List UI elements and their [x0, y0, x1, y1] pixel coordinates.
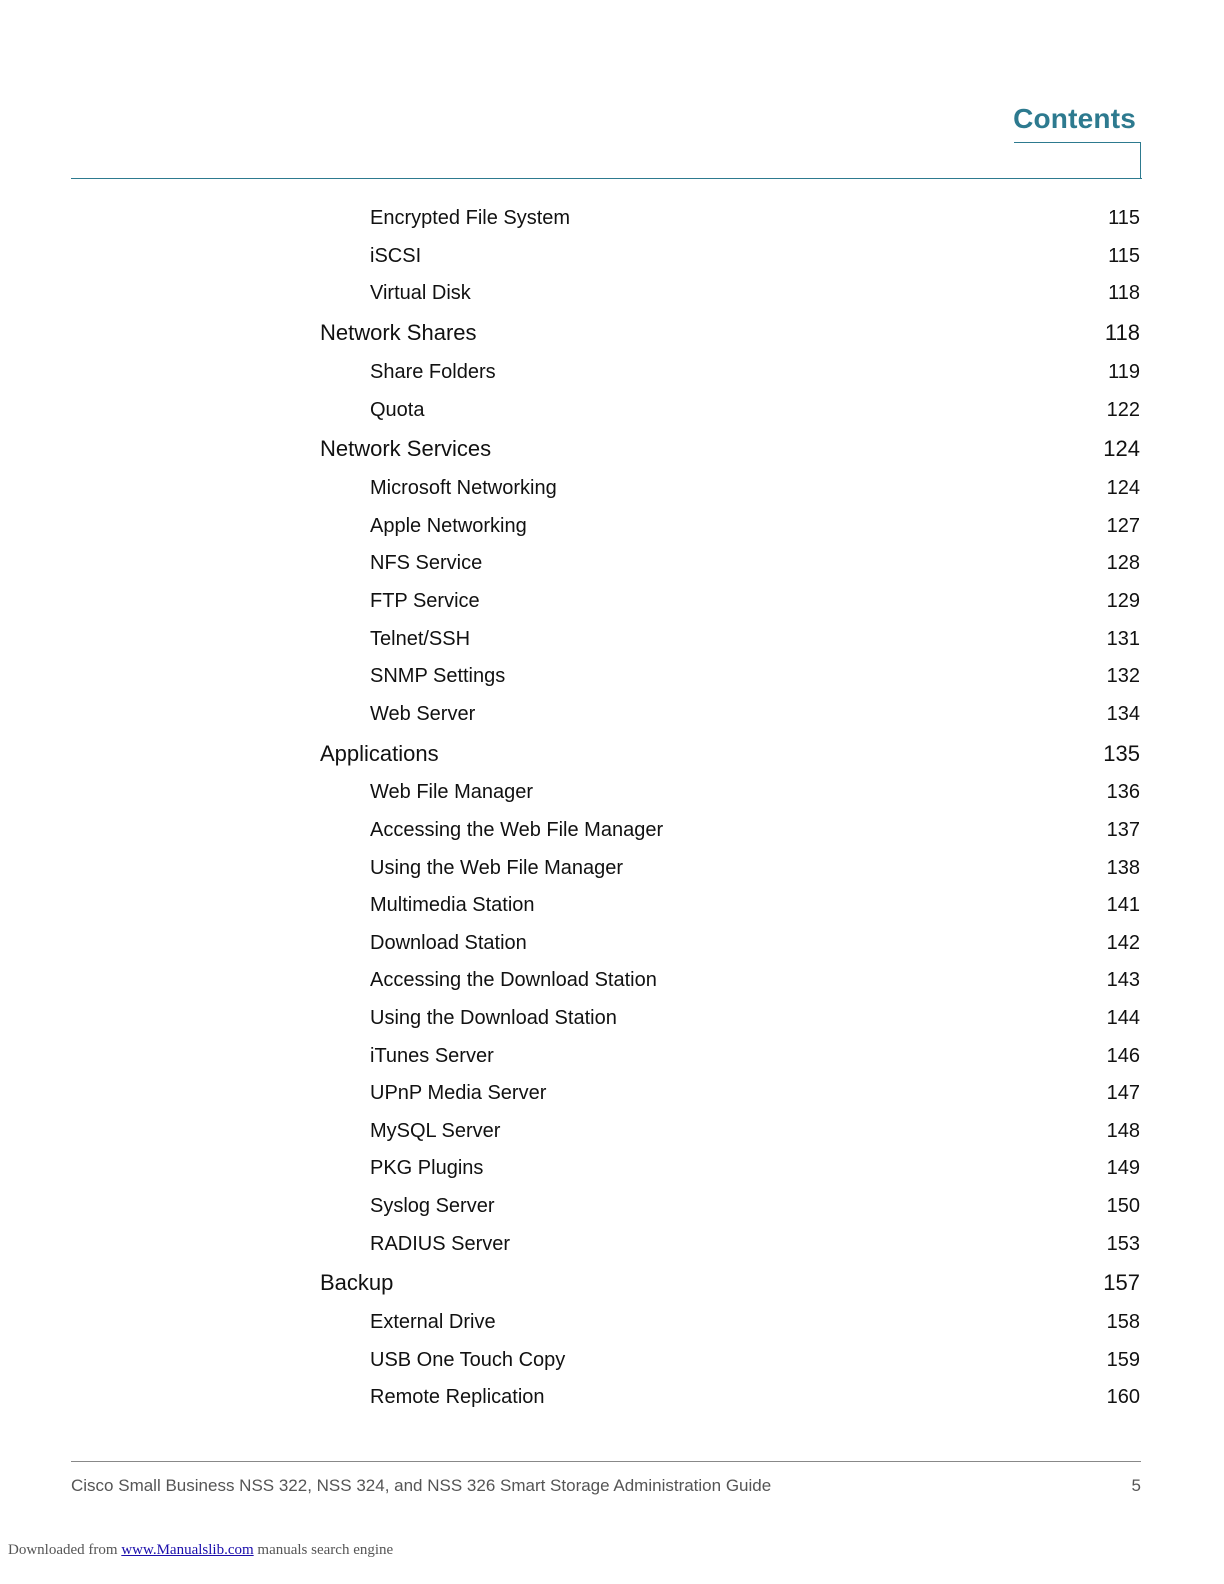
- toc-entry-page: 141: [1106, 894, 1140, 917]
- toc-entry-page: 134: [1106, 702, 1140, 725]
- toc-entry-title: Applications: [320, 740, 439, 766]
- toc-entry-title: Web Server: [370, 702, 476, 725]
- toc-entry-title: NFS Service: [370, 552, 483, 575]
- toc-entry-page: 148: [1106, 1119, 1140, 1142]
- toc-entry-title: Microsoft Networking: [370, 477, 557, 500]
- toc-entry-title: Share Folders: [370, 361, 496, 384]
- toc-entry-title: Telnet/SSH: [370, 627, 471, 650]
- toc-entry-page: 124: [1103, 436, 1140, 462]
- toc-entry-title: FTP Service: [370, 590, 480, 613]
- toc-entry[interactable]: [320, 620, 1140, 658]
- toc-entry-page: 127: [1106, 514, 1140, 537]
- toc-entry-page: 137: [1106, 819, 1140, 842]
- toc-entry-page: 131: [1106, 627, 1140, 650]
- toc-entry-title: Multimedia Station: [370, 894, 535, 917]
- toc-entry[interactable]: [320, 1341, 1140, 1379]
- toc-entry-title: Accessing the Download Station: [370, 969, 657, 992]
- toc-entry-title: Quota: [370, 398, 425, 421]
- toc-entry-page: 146: [1106, 1044, 1140, 1067]
- toc-entry-page: 115: [1108, 244, 1140, 267]
- toc-entry-page: 147: [1106, 1082, 1140, 1105]
- toc-section[interactable]: [320, 733, 1140, 774]
- toc-entry-title: UPnP Media Server: [370, 1082, 547, 1105]
- toc-entry[interactable]: [320, 1225, 1140, 1263]
- toc-entry-page: 142: [1106, 931, 1140, 954]
- toc-entry-title: PKG Plugins: [370, 1157, 484, 1180]
- toc-entry-title: USB One Touch Copy: [370, 1348, 566, 1371]
- toc-entry[interactable]: [320, 887, 1140, 925]
- toc-entry[interactable]: [320, 1112, 1140, 1150]
- toc-entry[interactable]: [320, 1075, 1140, 1113]
- toc-entry-title: Web File Manager: [370, 781, 534, 804]
- toc-entry[interactable]: [320, 275, 1140, 313]
- toc-entry[interactable]: [320, 200, 1140, 238]
- toc-entry[interactable]: [320, 1037, 1140, 1075]
- toc-entry[interactable]: [320, 925, 1140, 963]
- toc-entry[interactable]: [320, 962, 1140, 1000]
- toc-entry-title: Apple Networking: [370, 514, 527, 537]
- toc-entry[interactable]: [320, 391, 1140, 429]
- toc-entry-title: Remote Replication: [370, 1386, 545, 1409]
- toc-entry[interactable]: [320, 1000, 1140, 1038]
- toc-entry-page: 122: [1106, 398, 1140, 421]
- toc-entry[interactable]: [320, 812, 1140, 850]
- page-title: Contents: [1013, 103, 1136, 134]
- toc-entry[interactable]: [320, 849, 1140, 887]
- toc-entry-title: SNMP Settings: [370, 665, 506, 688]
- download-note: [8, 1542, 393, 1559]
- toc-entry[interactable]: [320, 696, 1140, 734]
- toc-entry-page: 138: [1106, 856, 1140, 879]
- toc-entry[interactable]: [320, 1379, 1140, 1417]
- toc-entry-page: 135: [1103, 740, 1140, 766]
- toc-entry-page: 144: [1106, 1006, 1140, 1029]
- toc-entry[interactable]: [320, 1150, 1140, 1188]
- toc-entry-page: 115: [1108, 207, 1140, 230]
- toc-entry-page: 119: [1108, 361, 1140, 384]
- toc-entry[interactable]: [320, 1188, 1140, 1226]
- toc-entry-title: Using the Web File Manager: [370, 856, 624, 879]
- toc-entry-title: MySQL Server: [370, 1119, 501, 1142]
- toc-entry-title: Encrypted File System: [370, 207, 571, 230]
- toc-entry[interactable]: [320, 238, 1140, 276]
- toc-entry-page: 149: [1106, 1157, 1140, 1180]
- toc-entry-title: Network Shares: [320, 320, 477, 346]
- toc-entry-title: iSCSI: [370, 244, 422, 267]
- toc-section[interactable]: [320, 313, 1140, 354]
- toc-entry-page: 132: [1106, 665, 1140, 688]
- toc-entry[interactable]: [320, 545, 1140, 583]
- download-note-prefix: Downloaded from: [8, 1542, 122, 1558]
- toc-entry-page: 136: [1106, 781, 1140, 804]
- toc-entry[interactable]: [320, 774, 1140, 812]
- toc-entry-page: 158: [1106, 1311, 1140, 1334]
- toc-entry-page: 128: [1106, 552, 1140, 575]
- toc-entry-page: 153: [1106, 1232, 1140, 1255]
- table-of-contents: [320, 200, 1140, 1417]
- footer-page-number: 5: [1131, 1476, 1141, 1495]
- toc-entry-page: 118: [1104, 320, 1140, 346]
- toc-entry[interactable]: [320, 658, 1140, 696]
- toc-section[interactable]: [320, 1263, 1140, 1304]
- toc-entry-page: 143: [1106, 969, 1140, 992]
- footer-divider: [71, 1461, 1141, 1462]
- toc-entry-title: Using the Download Station: [370, 1006, 617, 1029]
- toc-entry[interactable]: [320, 508, 1140, 546]
- toc-entry[interactable]: [320, 470, 1140, 508]
- toc-entry-page: 129: [1106, 590, 1140, 613]
- toc-entry-title: iTunes Server: [370, 1044, 494, 1067]
- toc-entry[interactable]: [320, 583, 1140, 621]
- toc-entry-title: Syslog Server: [370, 1194, 495, 1217]
- footer-guide-title: Cisco Small Business NSS 322, NSS 324, and NSS 326 Smart Storage Administration Guide: [71, 1476, 772, 1495]
- manualslib-link[interactable]: www.Manualslib.com: [121, 1542, 254, 1558]
- toc-entry-title: RADIUS Server: [370, 1232, 511, 1255]
- toc-section[interactable]: [320, 429, 1140, 470]
- header-tab-frame: [1014, 142, 1141, 178]
- toc-entry-page: 157: [1103, 1270, 1140, 1296]
- download-note-suffix: manuals search engine: [253, 1542, 394, 1558]
- toc-entry-title: Accessing the Web File Manager: [370, 819, 664, 842]
- header-divider: [71, 178, 1142, 179]
- toc-entry[interactable]: [320, 354, 1140, 392]
- toc-entry-title: Download Station: [370, 931, 527, 954]
- toc-entry-page: 124: [1106, 477, 1140, 500]
- toc-entry-page: 150: [1106, 1194, 1140, 1217]
- toc-entry-title: Virtual Disk: [370, 282, 471, 305]
- toc-entry-title: Backup: [320, 1270, 394, 1296]
- toc-entry-page: 160: [1106, 1386, 1140, 1409]
- toc-entry-title: External Drive: [370, 1311, 496, 1334]
- toc-entry-page: 118: [1108, 282, 1140, 305]
- toc-entry-title: Network Services: [320, 436, 492, 462]
- toc-entry-page: 159: [1106, 1348, 1140, 1371]
- toc-entry[interactable]: [320, 1304, 1140, 1342]
